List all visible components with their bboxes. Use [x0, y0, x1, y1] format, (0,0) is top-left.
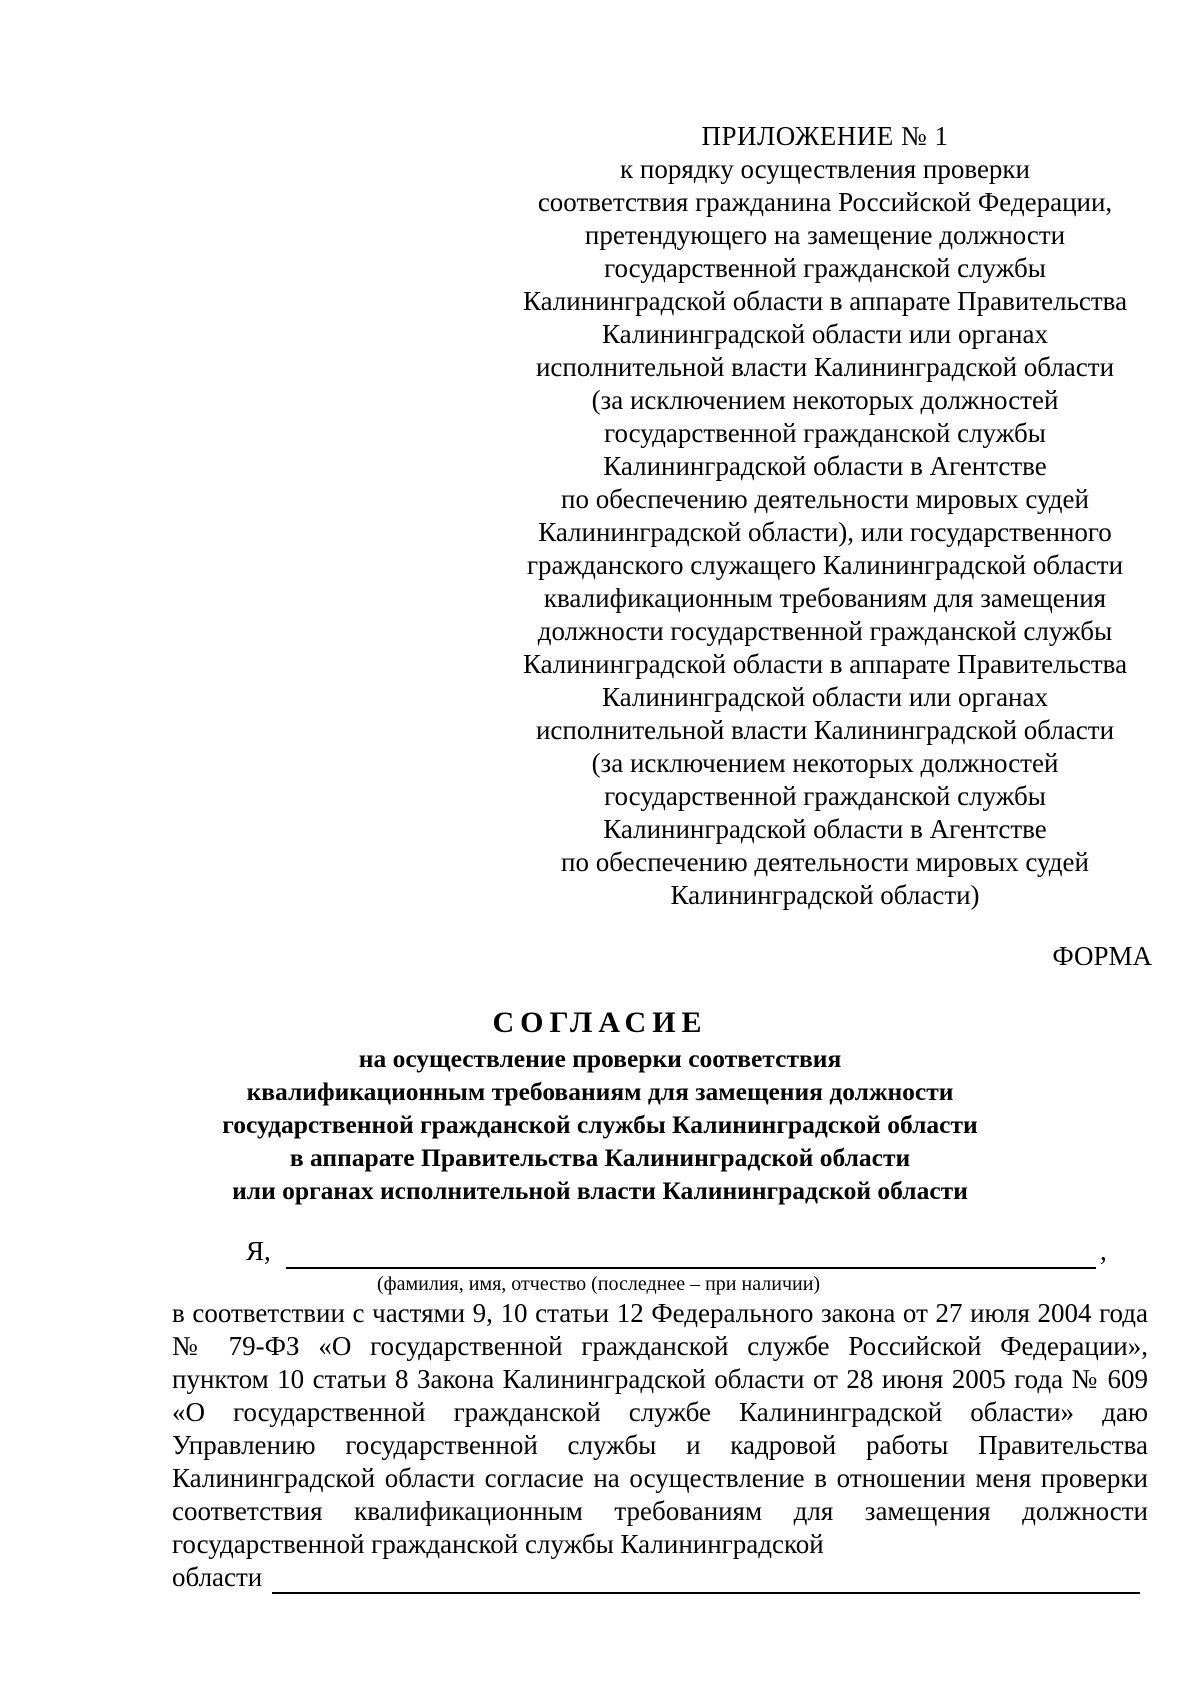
appendix-line: по обеспечению деятельности мировых судей [561, 847, 1089, 877]
consent-body-tail [172, 1561, 1148, 1594]
declarant-row [246, 1236, 1146, 1276]
region-body-field[interactable] [272, 1568, 1140, 1594]
consent-subtitle-line: на осуществление проверки соответствия [358, 1044, 842, 1073]
appendix-line: (за исключением некоторых должностей [591, 748, 1059, 778]
consent-subtitle [140, 1042, 1060, 1207]
appendix-line: исполнительной власти Калининградской области [535, 352, 1115, 382]
appendix-line: государственной гражданской службы [604, 253, 1046, 283]
consent-subtitle-line: квалификационным требованиям для замещения должности [246, 1077, 954, 1106]
appendix-line: Калининградской области или органах [602, 682, 1048, 712]
declarant-name-field[interactable] [286, 1267, 1096, 1269]
appendix-line: к порядку осуществления проверки [620, 154, 1030, 184]
appendix-line: государственной гражданской службы [604, 781, 1046, 811]
consent-subtitle-line: в аппарате Правительства Калининградской области [289, 1143, 911, 1172]
appendix-line: Калининградской области или органах [602, 319, 1048, 349]
appendix-line: исполнительной власти Калининградской области [535, 715, 1115, 745]
appendix-line: соответствия гражданина Российской Федерации, [537, 187, 1113, 217]
appendix-line: Калининградской области), или государственного [538, 517, 1112, 547]
appendix-line: Калининградской области в аппарате Правительства [522, 286, 1128, 316]
appendix-line: гражданского служащего Калининградской области [526, 550, 1124, 580]
appendix-line: должности государственной гражданской службы [537, 616, 1113, 646]
appendix-title: ПРИЛОЖЕНИЕ № 1 [701, 121, 949, 151]
appendix-header [490, 120, 1160, 912]
appendix-line: Калининградской области) [670, 880, 980, 910]
appendix-line: квалификационным требованиям для замещения [543, 583, 1107, 613]
appendix-line: Калининградской области в аппарате Правительства [522, 649, 1128, 679]
consent-subtitle-line: государственной гражданской службы Калининградской области [222, 1110, 978, 1139]
consent-subtitle-line: или органах исполнительной власти Калининградской области [232, 1176, 968, 1205]
declarant-name-hint: (фамилия, имя, отчество (последнее – при наличии) [377, 1273, 821, 1295]
appendix-line: (за исключением некоторых должностей [591, 385, 1059, 415]
consent-body-text: в соответствии с частями 9, 10 статьи 12 Федерального закона от 27 июля 2004 года № 79-ФЗ «О государственной гражданской службе Российской Федерации», пунктом 10 статьи 8 Закона Калининградской области от 28 июня 2005 года № 609 «О государственной гражданской службе Калининградской области» даю Управлению государственной службы и кадровой работы Правительства Калининградской области согласие на осуществление в отношении меня проверки соответствия квалификационным требованиям для замещения должности государственной гражданской службы Калининградской [172, 1298, 1148, 1559]
appendix-line: Калининградской области в Агентстве [603, 451, 1047, 481]
declarant-prefix: Я, [246, 1236, 271, 1266]
consent-title: СОГЛАСИЕ [492, 1006, 708, 1039]
consent-body [172, 1297, 1148, 1594]
appendix-line: Калининградской области в Агентстве [603, 814, 1047, 844]
appendix-line: государственной гражданской службы [604, 418, 1046, 448]
declarant-suffix: , [1100, 1236, 1107, 1266]
appendix-line: претендующего на замещение должности [584, 220, 1066, 250]
consent-body-tail-word: области [172, 1562, 263, 1592]
appendix-line: по обеспечению деятельности мировых судей [561, 484, 1089, 514]
form-label: ФОРМА [1052, 941, 1152, 971]
